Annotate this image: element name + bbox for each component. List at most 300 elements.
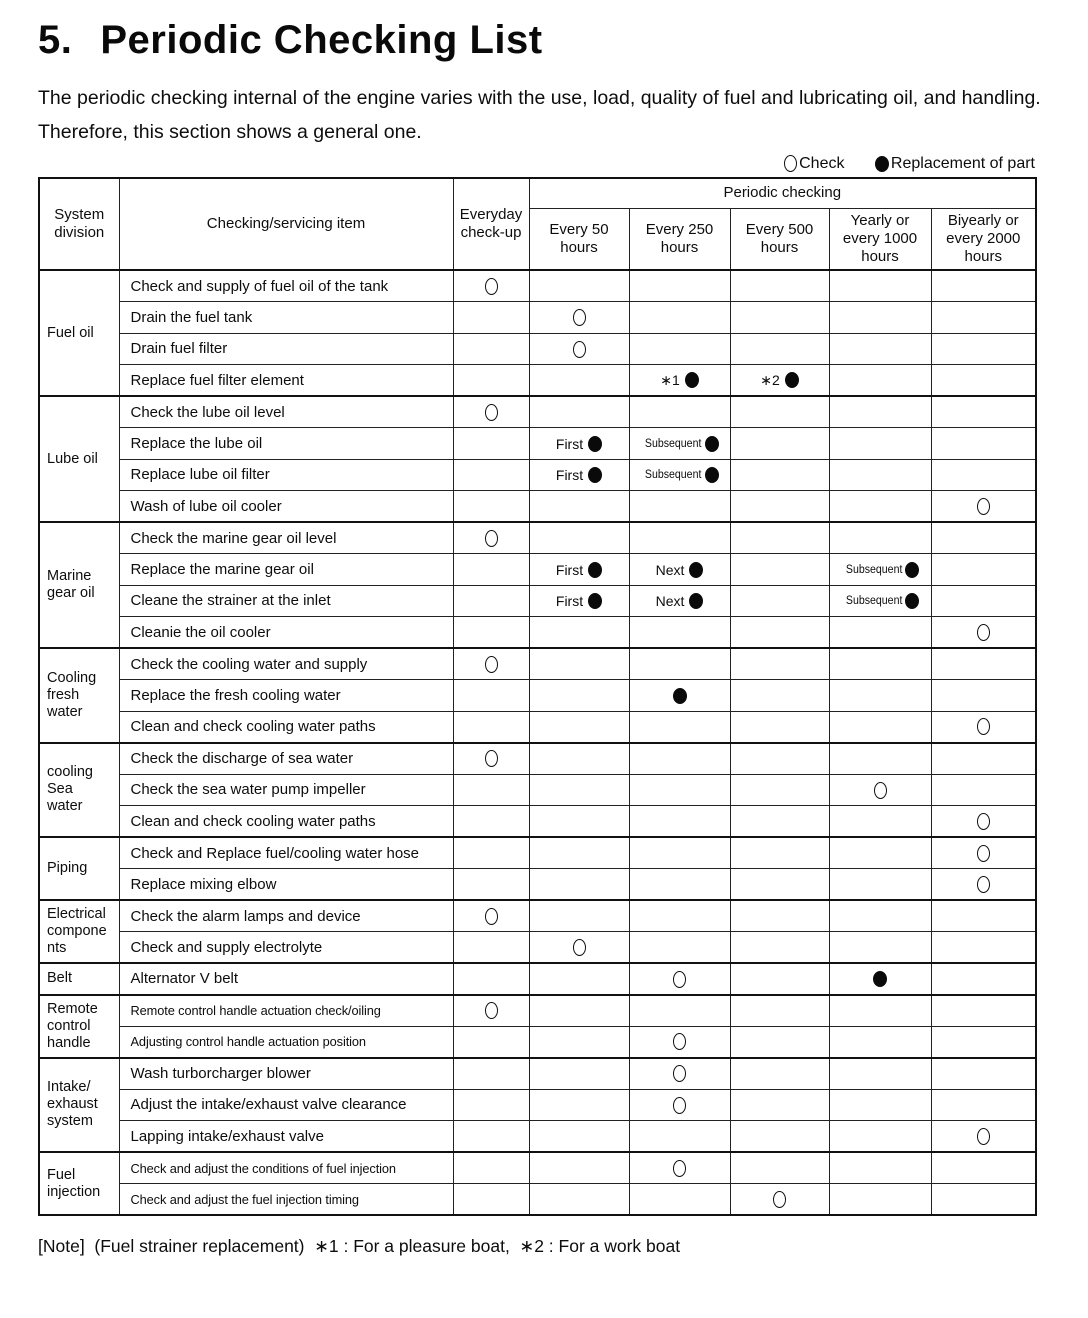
- table-row: [39, 1152, 1036, 1184]
- checking-item-cell: Adjusting control handle actuation position: [119, 1026, 453, 1058]
- table-row: [39, 270, 1036, 302]
- schedule-cell: [629, 1121, 730, 1153]
- schedule-cell: [629, 680, 730, 712]
- schedule-cell: [453, 302, 529, 334]
- replacement-icon: [689, 593, 703, 609]
- schedule-cell: [931, 869, 1036, 901]
- schedule-label: Next: [655, 593, 685, 610]
- schedule-cell: [529, 648, 629, 680]
- schedule-cell: [453, 617, 529, 649]
- schedule-cell: [931, 333, 1036, 365]
- check-icon: [773, 1191, 786, 1208]
- system-division-cell: Marine gear oil: [39, 522, 119, 648]
- checking-item-cell: Remote control handle actuation check/oiling: [119, 995, 453, 1027]
- schedule-cell: [453, 459, 529, 491]
- system-division-cell: Fuel oil: [39, 270, 119, 396]
- checking-item-cell: Check and adjust the fuel injection timing: [119, 1184, 453, 1216]
- checking-item-cell: Clean and check cooling water paths: [119, 806, 453, 838]
- schedule-cell: [453, 554, 529, 586]
- schedule-cell: [529, 837, 629, 869]
- schedule-cell: [829, 900, 931, 932]
- schedule-cell: [829, 333, 931, 365]
- checking-item-cell: Wash of lube oil cooler: [119, 491, 453, 523]
- table-row: [39, 396, 1036, 428]
- system-division-cell: Electrical compone nts: [39, 900, 119, 963]
- replacement-icon: [785, 372, 799, 388]
- schedule-cell: [931, 491, 1036, 523]
- checking-item-cell: Check and adjust the conditions of fuel injection: [119, 1152, 453, 1184]
- header-interval-4: Biyearly or every 2000 hours: [931, 208, 1036, 270]
- schedule-cell: [931, 1121, 1036, 1153]
- table-row: [39, 774, 1036, 806]
- check-icon: [673, 971, 686, 988]
- table-row: [39, 900, 1036, 932]
- schedule-cell: [931, 365, 1036, 397]
- table-row: [39, 995, 1036, 1027]
- system-division-cell: Cooling fresh water: [39, 648, 119, 743]
- check-icon: [485, 278, 498, 295]
- schedule-cell: [931, 711, 1036, 743]
- system-division-cell: Lube oil: [39, 396, 119, 522]
- table-row: [39, 1121, 1036, 1153]
- replacement-icon: [673, 688, 687, 704]
- schedule-cell: [629, 806, 730, 838]
- schedule-cell: [829, 995, 931, 1027]
- system-division-cell: Fuel injection: [39, 1152, 119, 1215]
- schedule-cell: [529, 1058, 629, 1090]
- schedule-cell: [453, 900, 529, 932]
- header-interval-3: Yearly or every 1000 hours: [829, 208, 931, 270]
- table-row: [39, 554, 1036, 586]
- checking-item-cell: Replace mixing elbow: [119, 869, 453, 901]
- schedule-cell: [529, 900, 629, 932]
- table-row: [39, 1058, 1036, 1090]
- schedule-cell: [730, 837, 829, 869]
- schedule-cell: [931, 995, 1036, 1027]
- schedule-cell: [453, 1058, 529, 1090]
- checking-item-cell: Check and supply electrolyte: [119, 932, 453, 964]
- schedule-cell: [453, 585, 529, 617]
- replacement-icon: [873, 971, 887, 987]
- schedule-cell: [931, 585, 1036, 617]
- check-icon: [977, 1128, 990, 1145]
- schedule-cell: [453, 1121, 529, 1153]
- legend-replacement: [875, 155, 1035, 172]
- schedule-cell: [730, 522, 829, 554]
- schedule-cell: [453, 1152, 529, 1184]
- schedule-cell: [453, 963, 529, 995]
- checking-item-cell: Replace the fresh cooling water: [119, 680, 453, 712]
- schedule-cell: [829, 491, 931, 523]
- table-row: [39, 365, 1036, 397]
- schedule-cell: [931, 1089, 1036, 1121]
- schedule-cell: [931, 522, 1036, 554]
- schedule-cell: [529, 459, 629, 491]
- check-icon: [977, 498, 990, 515]
- header-interval-0: Every 50 hours: [529, 208, 629, 270]
- checking-item-cell: Replace fuel filter element: [119, 365, 453, 397]
- schedule-cell: [829, 1152, 931, 1184]
- schedule-cell: [730, 302, 829, 334]
- schedule-cell: [829, 1121, 931, 1153]
- checking-item-cell: Check the alarm lamps and device: [119, 900, 453, 932]
- schedule-cell: [529, 1089, 629, 1121]
- schedule-cell: [931, 900, 1036, 932]
- check-icon: [977, 718, 990, 735]
- schedule-label: First: [555, 593, 584, 610]
- replacement-icon: [588, 562, 602, 578]
- schedule-cell: [730, 963, 829, 995]
- schedule-cell: [931, 396, 1036, 428]
- table-header-row-top: [39, 178, 1036, 208]
- header-checking-item: Checking/servicing item: [119, 178, 453, 270]
- check-icon: [573, 341, 586, 358]
- schedule-label: Subsequent: [645, 469, 702, 482]
- table-row: [39, 302, 1036, 334]
- schedule-cell: [629, 396, 730, 428]
- replacement-icon: [588, 436, 602, 452]
- schedule-cell: [829, 1026, 931, 1058]
- schedule-cell: [730, 900, 829, 932]
- schedule-cell: [529, 1184, 629, 1216]
- table-row: [39, 428, 1036, 460]
- table-row: [39, 1026, 1036, 1058]
- schedule-cell: [453, 365, 529, 397]
- schedule-cell: [453, 869, 529, 901]
- header-everyday-checkup: Everyday check-up: [453, 178, 529, 270]
- check-icon: [673, 1160, 686, 1177]
- checking-item-cell: Adjust the intake/exhaust valve clearance: [119, 1089, 453, 1121]
- schedule-cell: [453, 333, 529, 365]
- schedule-cell: [453, 995, 529, 1027]
- schedule-cell: [453, 522, 529, 554]
- schedule-cell: [629, 1184, 730, 1216]
- schedule-cell: [730, 1184, 829, 1216]
- schedule-label: Subsequent: [845, 595, 903, 608]
- checking-item-cell: Drain fuel filter: [119, 333, 453, 365]
- schedule-cell: [931, 459, 1036, 491]
- system-division-cell: Intake/ exhaust system: [39, 1058, 119, 1153]
- schedule-cell: [629, 270, 730, 302]
- system-division-cell: cooling Sea water: [39, 743, 119, 838]
- schedule-cell: [629, 522, 730, 554]
- table-row: [39, 1184, 1036, 1216]
- schedule-cell: [453, 932, 529, 964]
- schedule-cell: [931, 428, 1036, 460]
- check-icon: [977, 813, 990, 830]
- checking-item-cell: Check and supply of fuel oil of the tank: [119, 270, 453, 302]
- schedule-cell: [629, 711, 730, 743]
- replacement-icon: [875, 156, 889, 172]
- schedule-cell: [829, 963, 931, 995]
- schedule-cell: [629, 491, 730, 523]
- checking-item-cell: Check the cooling water and supply: [119, 648, 453, 680]
- table-row: [39, 585, 1036, 617]
- schedule-cell: [931, 1152, 1036, 1184]
- schedule-cell: [730, 806, 829, 838]
- schedule-cell: [453, 1089, 529, 1121]
- schedule-cell: [730, 1121, 829, 1153]
- section-number: 5.: [38, 18, 73, 62]
- schedule-cell: [730, 396, 829, 428]
- schedule-cell: [730, 743, 829, 775]
- replacement-icon: [705, 467, 719, 483]
- schedule-cell: [931, 617, 1036, 649]
- schedule-cell: [730, 1152, 829, 1184]
- schedule-cell: [453, 648, 529, 680]
- schedule-cell: [529, 270, 629, 302]
- check-icon: [673, 1097, 686, 1114]
- table-row: [39, 680, 1036, 712]
- table-row: [39, 963, 1036, 995]
- schedule-cell: [730, 459, 829, 491]
- schedule-cell: [931, 806, 1036, 838]
- legend-replacement-label: Replacement of part: [890, 155, 1035, 172]
- schedule-cell: [629, 774, 730, 806]
- schedule-cell: [829, 1184, 931, 1216]
- schedule-cell: [629, 963, 730, 995]
- checking-item-cell: Cleane the strainer at the inlet: [119, 585, 453, 617]
- checking-item-cell: Wash turborcharger blower: [119, 1058, 453, 1090]
- replacement-icon: [588, 467, 602, 483]
- schedule-cell: [629, 365, 730, 397]
- schedule-cell: [931, 1184, 1036, 1216]
- checking-item-cell: Replace the lube oil: [119, 428, 453, 460]
- check-icon: [784, 155, 797, 172]
- schedule-cell: [629, 743, 730, 775]
- schedule-cell: [730, 333, 829, 365]
- check-icon: [977, 845, 990, 862]
- schedule-label: Subsequent: [845, 563, 903, 576]
- schedule-cell: [829, 806, 931, 838]
- replacement-icon: [905, 562, 919, 578]
- schedule-cell: [629, 1058, 730, 1090]
- schedule-cell: [453, 428, 529, 460]
- checking-item-cell: Cleanie the oil cooler: [119, 617, 453, 649]
- schedule-cell: [529, 995, 629, 1027]
- check-icon: [485, 530, 498, 547]
- schedule-cell: [629, 1152, 730, 1184]
- check-icon: [485, 1002, 498, 1019]
- schedule-cell: [453, 743, 529, 775]
- system-division-cell: Remote control handle: [39, 995, 119, 1058]
- schedule-cell: [529, 806, 629, 838]
- schedule-cell: [629, 932, 730, 964]
- schedule-label: ∗2: [760, 371, 780, 388]
- checking-item-cell: Drain the fuel tank: [119, 302, 453, 334]
- table-row: [39, 1089, 1036, 1121]
- schedule-cell: [730, 617, 829, 649]
- check-icon: [485, 404, 498, 421]
- schedule-cell: [829, 554, 931, 586]
- checking-item-cell: Check the sea water pump impeller: [119, 774, 453, 806]
- footnote: [Note] (Fuel strainer replacement) ∗1 : For a pleasure boat, ∗2 : For a work boat: [38, 1236, 681, 1256]
- check-icon: [673, 1065, 686, 1082]
- schedule-cell: [629, 554, 730, 586]
- schedule-cell: [829, 428, 931, 460]
- schedule-cell: [829, 1058, 931, 1090]
- schedule-cell: [931, 554, 1036, 586]
- schedule-cell: [529, 491, 629, 523]
- schedule-cell: [529, 302, 629, 334]
- check-icon: [573, 939, 586, 956]
- schedule-cell: [829, 1089, 931, 1121]
- table-row: [39, 932, 1036, 964]
- schedule-cell: [529, 1026, 629, 1058]
- replacement-icon: [685, 372, 699, 388]
- check-icon: [485, 750, 498, 767]
- schedule-cell: [829, 837, 931, 869]
- schedule-cell: [453, 270, 529, 302]
- schedule-cell: [529, 617, 629, 649]
- schedule-cell: [529, 932, 629, 964]
- checking-item-cell: Check the discharge of sea water: [119, 743, 453, 775]
- page-title: [38, 18, 1060, 63]
- schedule-cell: [529, 1121, 629, 1153]
- schedule-cell: [829, 869, 931, 901]
- check-icon: [485, 656, 498, 673]
- schedule-cell: [529, 1152, 629, 1184]
- schedule-cell: [629, 900, 730, 932]
- schedule-cell: [829, 680, 931, 712]
- replacement-icon: [689, 562, 703, 578]
- schedule-cell: [829, 711, 931, 743]
- schedule-cell: [829, 365, 931, 397]
- schedule-cell: [931, 302, 1036, 334]
- schedule-cell: [931, 1058, 1036, 1090]
- schedule-cell: [529, 869, 629, 901]
- schedule-cell: [453, 396, 529, 428]
- schedule-cell: [629, 585, 730, 617]
- checking-item-cell: Check the marine gear oil level: [119, 522, 453, 554]
- schedule-cell: [730, 711, 829, 743]
- table-row: [39, 648, 1036, 680]
- schedule-cell: [529, 396, 629, 428]
- schedule-cell: [453, 491, 529, 523]
- schedule-cell: [931, 270, 1036, 302]
- schedule-label: ∗1: [660, 371, 680, 388]
- schedule-cell: [730, 365, 829, 397]
- symbol-legend: [38, 155, 1035, 173]
- legend-check: [784, 155, 844, 172]
- system-division-cell: Piping: [39, 837, 119, 900]
- section-title-text: Periodic Checking List: [100, 18, 543, 62]
- schedule-cell: [453, 711, 529, 743]
- schedule-cell: [453, 806, 529, 838]
- schedule-cell: [829, 617, 931, 649]
- schedule-cell: [529, 680, 629, 712]
- periodic-checking-table: [38, 177, 1037, 1216]
- schedule-cell: [931, 774, 1036, 806]
- schedule-cell: [730, 869, 829, 901]
- schedule-cell: [529, 333, 629, 365]
- legend-check-label: Check: [799, 155, 845, 172]
- header-interval-2: Every 500 hours: [730, 208, 829, 270]
- schedule-cell: [453, 1184, 529, 1216]
- schedule-cell: [829, 396, 931, 428]
- schedule-cell: [453, 1026, 529, 1058]
- schedule-cell: [829, 932, 931, 964]
- table-row: [39, 522, 1036, 554]
- schedule-cell: [529, 428, 629, 460]
- schedule-cell: [730, 1089, 829, 1121]
- schedule-cell: [629, 617, 730, 649]
- schedule-cell: [730, 428, 829, 460]
- table-row: [39, 869, 1036, 901]
- check-icon: [573, 309, 586, 326]
- schedule-cell: [529, 711, 629, 743]
- table-row: [39, 711, 1036, 743]
- table-row: [39, 806, 1036, 838]
- schedule-cell: [931, 680, 1036, 712]
- table-row: [39, 617, 1036, 649]
- schedule-cell: [730, 1026, 829, 1058]
- schedule-cell: [829, 522, 931, 554]
- schedule-cell: [730, 554, 829, 586]
- checking-item-cell: Lapping intake/exhaust valve: [119, 1121, 453, 1153]
- schedule-cell: [453, 680, 529, 712]
- schedule-cell: [931, 648, 1036, 680]
- checking-item-cell: Check and Replace fuel/cooling water hose: [119, 837, 453, 869]
- schedule-cell: [629, 302, 730, 334]
- schedule-cell: [829, 302, 931, 334]
- schedule-cell: [529, 743, 629, 775]
- checking-item-cell: Replace the marine gear oil: [119, 554, 453, 586]
- schedule-label: First: [555, 561, 584, 578]
- schedule-cell: [829, 648, 931, 680]
- schedule-cell: [730, 648, 829, 680]
- table-row: [39, 459, 1036, 491]
- intro-paragraph: The periodic checking internal of the engine varies with the use, load, quality of fuel and lubricating oil, and handling. Therefore, this section shows a general one.: [38, 87, 1041, 143]
- schedule-cell: [931, 743, 1036, 775]
- check-icon: [977, 624, 990, 641]
- schedule-cell: [730, 774, 829, 806]
- schedule-cell: [829, 270, 931, 302]
- table-row: [39, 333, 1036, 365]
- schedule-cell: [629, 869, 730, 901]
- schedule-cell: [453, 774, 529, 806]
- schedule-label: Next: [655, 561, 685, 578]
- schedule-cell: [629, 333, 730, 365]
- schedule-cell: [730, 680, 829, 712]
- replacement-icon: [705, 436, 719, 452]
- schedule-label: First: [555, 467, 584, 484]
- check-icon: [874, 782, 887, 799]
- header-system-division: System division: [39, 178, 119, 270]
- header-interval-1: Every 250 hours: [629, 208, 730, 270]
- checking-item-cell: Check the lube oil level: [119, 396, 453, 428]
- schedule-cell: [629, 837, 730, 869]
- schedule-cell: [529, 554, 629, 586]
- checking-item-cell: Alternator V belt: [119, 963, 453, 995]
- schedule-cell: [730, 585, 829, 617]
- schedule-cell: [931, 963, 1036, 995]
- schedule-cell: [931, 837, 1036, 869]
- checking-item-cell: Clean and check cooling water paths: [119, 711, 453, 743]
- schedule-cell: [629, 1089, 730, 1121]
- schedule-cell: [529, 585, 629, 617]
- schedule-cell: [529, 522, 629, 554]
- table-row: [39, 837, 1036, 869]
- schedule-cell: [529, 963, 629, 995]
- schedule-cell: [629, 1026, 730, 1058]
- schedule-cell: [730, 1058, 829, 1090]
- schedule-cell: [629, 995, 730, 1027]
- schedule-cell: [730, 932, 829, 964]
- check-icon: [673, 1033, 686, 1050]
- schedule-cell: [730, 995, 829, 1027]
- check-icon: [485, 908, 498, 925]
